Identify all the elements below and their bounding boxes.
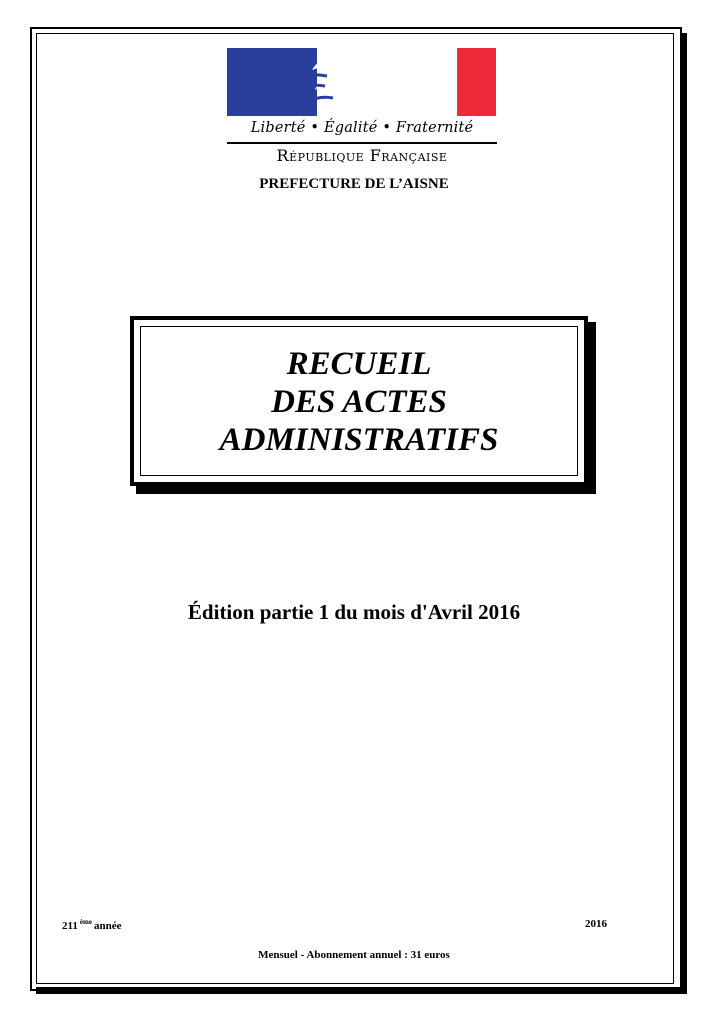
document-title: [130, 345, 588, 459]
title-box-shadow-bottom: [136, 486, 596, 494]
annee-label: [62, 918, 121, 932]
tricolor-flag: [227, 48, 496, 116]
annee-suffix: ème: [79, 918, 92, 926]
title-line-2: DES ACTES: [271, 384, 447, 420]
prefecture-name: PREFECTURE DE L’AISNE: [259, 176, 449, 192]
marianne-profile-icon: [267, 48, 457, 116]
edition-label: Édition partie 1 du mois d'Avril 2016: [187, 600, 521, 624]
republique-francaise-label: République Française: [276, 146, 448, 165]
subscription-info: Mensuel - Abonnement annuel : 31 euros: [258, 949, 450, 961]
annee-number: 211: [62, 920, 78, 932]
republique-logo: [227, 48, 497, 165]
logo-divider: [227, 142, 497, 144]
title-box-shadow-right: [588, 322, 596, 494]
title-line-3: ADMINISTRATIFS: [219, 422, 499, 458]
publication-year: 2016: [585, 918, 607, 930]
republique-motto: Liberté • Égalité • Fraternité: [250, 120, 474, 136]
title-line-1: RECUEIL: [286, 346, 432, 382]
annee-word: année: [93, 920, 122, 932]
